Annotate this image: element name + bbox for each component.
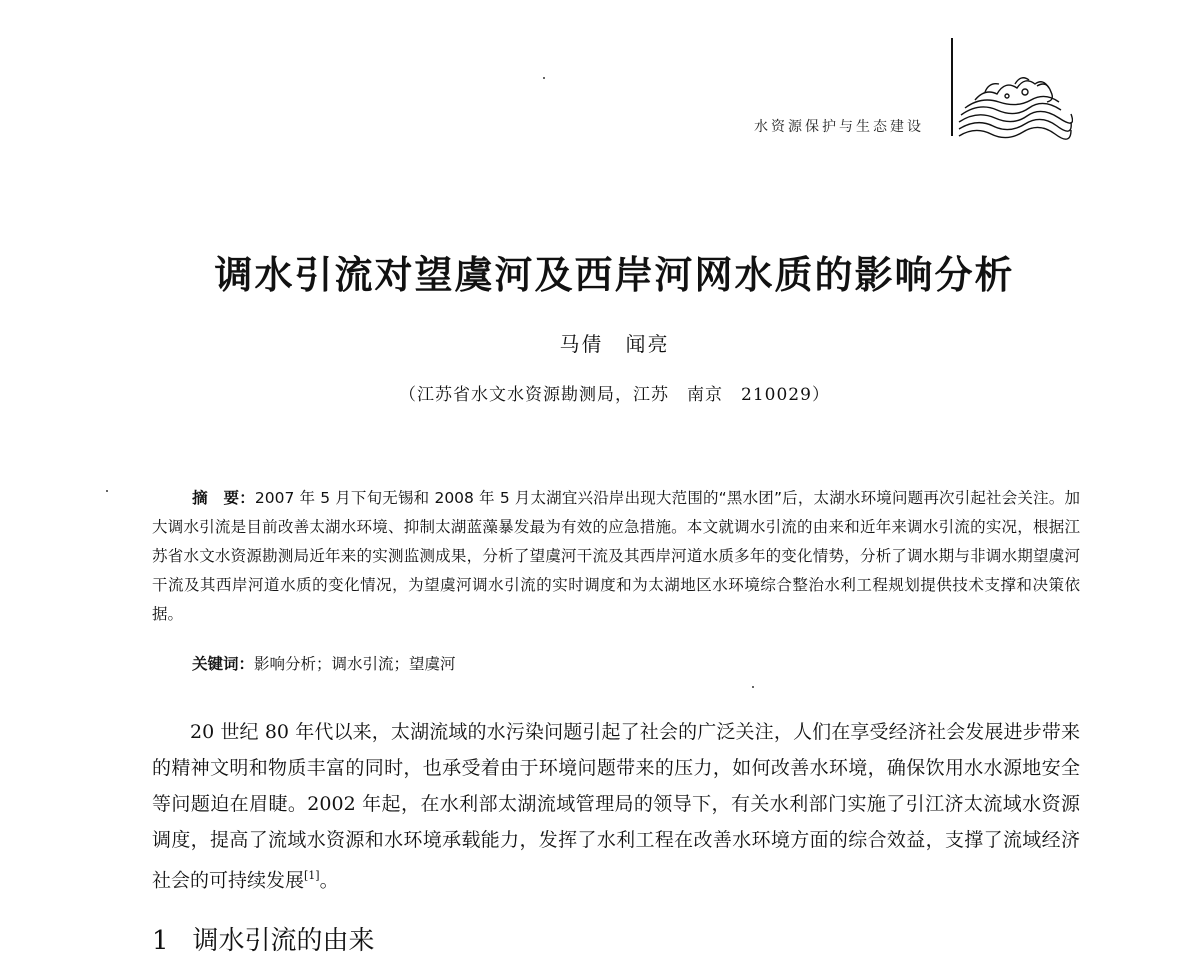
section-number: 1 — [152, 926, 169, 956]
scan-speck — [752, 686, 754, 688]
body-paragraph-end: 。 — [319, 869, 339, 892]
section-heading — [152, 920, 375, 957]
keywords — [192, 652, 456, 674]
keywords-label: 关键词： — [192, 655, 255, 673]
abstract-text: 2007 年 5 月下旬无锡和 2008 年 5 月太湖宜兴沿岸出现大范围的“黑水团”后，太湖水环境问题再次引起社会关注。加大调水引流是目前改善太湖水环境、抑制太湖蓝藻暴发最为有效的应急措施。本文就调水引流的由来和近年来调水引流的实况，根据江苏省水文水资源勘测局近年来的实测监测成果，分析了望虞河干流及其西岸河道水质多年的变化情势，分析了调水期与非调水期望虞河干流及其西岸河道水质的变化情况，为望虞河调水引流的实时调度和为太湖地区水环境综合整治水利工程规划提供技术支撑和决策依据。 — [152, 489, 1080, 623]
header-divider — [951, 38, 953, 136]
body-paragraph-text: 20 世纪 80 年代以来，太湖流域的水污染问题引起了社会的广泛关注，人们在享受经济社会发展进步带来的精神文明和物质丰富的同时，也承受着由于环境问题带来的压力，如何改善水环境，确保饮用水水源地安全等问题迫在眉睫。2002 年起，在水利部太湖流域管理局的领导下，有关水利部门实施了引江济太流域水资源调度，提高了流域水资源和水环境承载能力，发挥了水利工程在改善水环境方面的综合效益，支撑了流域经济社会的可持续发展 — [152, 721, 1080, 892]
article-title: 调水引流对望虞河及西岸河网水质的影响分析 — [214, 252, 1015, 297]
article-affiliation: （江苏省水文水资源勘测局，江苏 南京 210029） — [399, 385, 830, 405]
section-title: 调水引流的由来 — [192, 926, 375, 956]
abstract-label: 摘 要： — [192, 489, 255, 507]
journal-section-label: 水资源保护与生态建设 — [754, 119, 924, 135]
scan-speck — [106, 490, 108, 492]
body-paragraph — [152, 714, 1080, 898]
abstract — [152, 484, 1080, 629]
wave-logo-icon — [955, 74, 1073, 140]
scan-speck — [543, 77, 545, 79]
article-authors: 马倩 闻亮 — [559, 332, 670, 356]
page-header — [0, 0, 1200, 160]
keywords-text: 影响分析；调水引流；望虞河 — [254, 655, 456, 673]
citation-ref[interactable]: [1] — [304, 869, 320, 882]
